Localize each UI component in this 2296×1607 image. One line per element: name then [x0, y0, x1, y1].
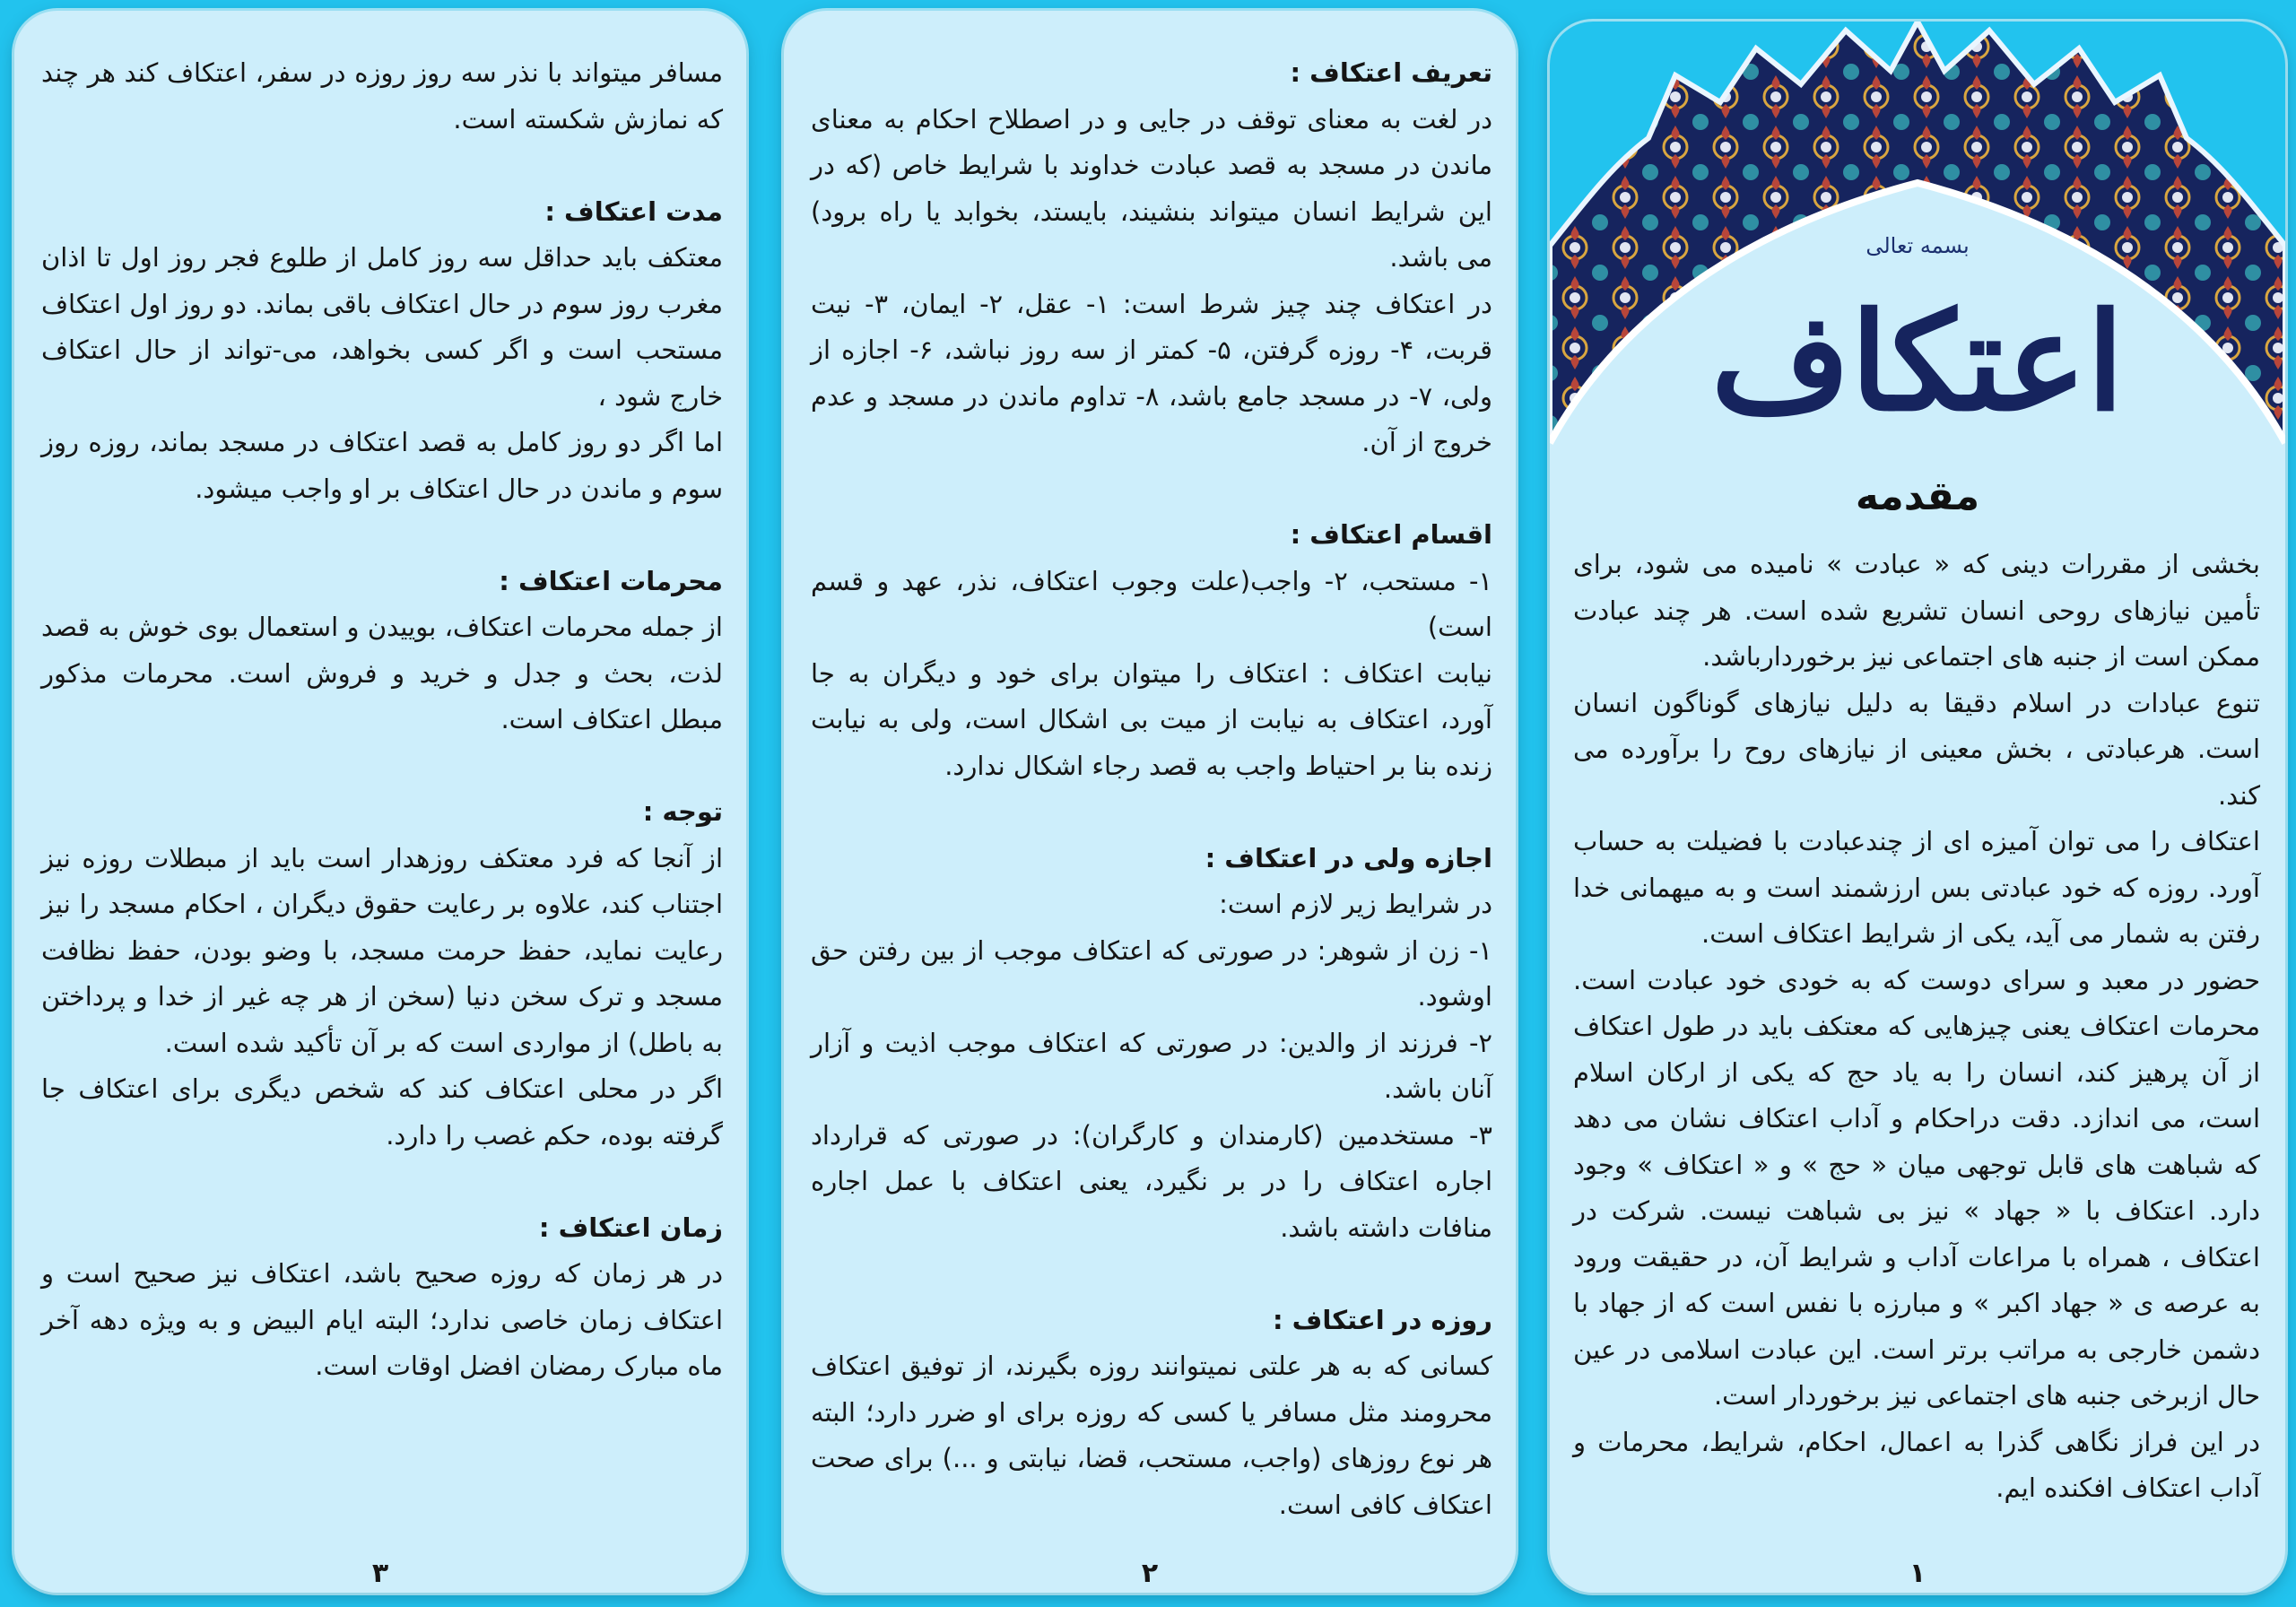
cover-title: اعتکاف [1710, 283, 2125, 441]
duration-heading: مدت اعتکاف : [544, 195, 723, 227]
prohibitions-heading: محرمات اعتکاف : [499, 565, 723, 596]
definition-paragraph-2: در اعتکاف چند چیز شرط است: ١- عقل، ٢- ایمان، ٣- نیت قربت، ۴- روزه گرفتن، ۵- کمتر از سه روز نباشد، ۶- اجازه از ولی، ٧- در مسجد جامع باشد، ٨- تداوم ماندن در مسجد و عدم خروج از آن. [811, 288, 1493, 457]
fasting-paragraph: کسانی که به هر علتی نمیتوانند روزه بگیرند، از توفیق اعتکاف محرومند مثل مسافر یا کسی که روزه برای او ضرر دارد؛ البته هر نوع روزهای (واجب، مستحب، قضا، نیابتی و ...) برای صحت اعتکاف کافی است. [811, 1351, 1492, 1520]
fasting-heading: روزه در اعتکاف : [1272, 1304, 1492, 1335]
cover-body [1550, 22, 2285, 1593]
intro-paragraph: مسافر میتواند با نذر سه روز روزه در سفر، اعتکاف کند هر چند که نمازش شکسته است. [41, 57, 723, 135]
intro-paragraph-1: بخشی از مقررات دینی که « عبادت » نامیده می شود، برای تأمین نیازهای روحی انسان تشریع شده است. هر چند عبادت ممکن است از جنبه های اجتماعی نیز برخوردارباشد. [1573, 549, 2260, 672]
page-number: ٢ [1141, 1558, 1159, 1589]
permission-paragraph-2: ٢- فرزند از والدین: در صورتی که اعتکاف موجب اذیت و آزار آنان باشد. [811, 1027, 1492, 1104]
panel-page-2 [784, 11, 1516, 1593]
intro-paragraph-5: در این فراز نگاهی گذرا به اعمال، احکام، شرایط، محرمات و آداب اعتکاف افکنده ایم. [1573, 1426, 2260, 1503]
note-paragraph-1: از آنجا که فرد معتکف روزهدار است باید از مبطلات روزه نیز اجتناب کند، علاوه بر رعایت حقوق دیگران ، احکام مسجد را نیز رعایت نماید، حفظ حرمت مسجد، با وضو بودن، حفظ نظافت مسجد و ترک سخن دنیا (سخن از هر چه غیر از خدا و پرداختن به باطل) از مواردی است که بر آن تأکید شده است. [41, 842, 723, 1058]
note-heading: توجه : [642, 796, 723, 827]
intro-paragraph-3: اعتکاف را می توان آمیزه ای از چندعبادت با فضیلت به حساب آورد. روزه که خود عبادتی بس ارزشمند است و به میهمانی خدا رفتن به شمار می آید، یکی از شرایط اعتکاف است. [1573, 826, 2260, 949]
panel-page-1 [1550, 22, 2285, 1593]
time-paragraph: در هر زمان که روزه صحیح باشد، اعتکاف نیز صحیح است و اعتکاف زمان خاصی ندارد؛ البته ایام البیض و به ویژه دهه آخر ماه مبارک رمضان افضل اوقات است. [41, 1258, 723, 1381]
basmala-text: بسمه تعالی [1866, 233, 1970, 258]
page-number: ٣ [371, 1558, 389, 1589]
intro-paragraph-4: حضور در معبد و سرای دوست که به خودی خود عبادت است. محرمات اعتکاف یعنی چیزهایی که معتکف باید در طول اعتکاف از آن پرهیز کند، انسان را به یاد حج که یکی از ارکان اسلام است، می اندازد. دقت دراحکام و آداب اعتکاف نشان می دهد که شباهت های قابل توجهی میان « حج » و « اعتکاف » وجود دارد. اعتکاف با « جهاد » نیز بی شباهت نیست. شرکت در اعتکاف ، همراه با مراعات آداب و شرایط آن، در حقیقت ورود به عرصه ی « جهاد اکبر » و مبارزه با نفس است که از جهاد با دشمن خارجی به مراتب برتر است. این عبادت اسلامی در عین حال ازبرخی جنبه های اجتماعی نیز برخوردار است. [1573, 964, 2260, 1411]
types-heading: اقسام اعتکاف : [1290, 519, 1492, 550]
definition-heading: تعریف اعتکاف : [1290, 57, 1492, 88]
definition-paragraph-1: در لغت به معنای توقف در جایی و در اصطلاح احکام به معنای ماندن در مسجد به قصد عبادت خداوند با شرایط خاص (که در این شرایط انسان میتواند بنشیند، بایستد، بخوابد یا راه برود) می باشد. [811, 103, 1492, 273]
permission-paragraph-3: ٣- مستخدمین (کارمندان و کارگران): در صورتی که قرارداد اجاره اعتکاف را در بر نگیرد، یعنی اعتکاف با عمل اجاره منافات داشته باشد. [811, 1119, 1492, 1243]
types-paragraph-1: ١- مستحب، ٢- واجب(علت وجوب اعتکاف، نذر، عهد و قسم است) [811, 565, 1492, 642]
cover-subtitle: مقدمه [1855, 473, 1980, 519]
page-number: ١ [1909, 1558, 1926, 1589]
types-paragraph-2: نیابت اعتکاف : اعتکاف را میتوان برای خود و دیگران به جا آورد، اعتکاف به نیابت از میت بی اشکال است، ولی به نیابت زنده بنا بر احتیاط واجب به قصد رجاء اشکال ندارد. [811, 657, 1492, 781]
duration-paragraph-1: معتکف باید حداقل سه روز کامل از طلوع فجر روز اول تا اذان مغرب روز سوم در حال اعتکاف باقی بماند. دو روز اول اعتکاف مستحب است و اگر کسی بخواهد، می-تواند از حال اعتکاف خارج شود ، [41, 242, 723, 412]
prohibitions-paragraph: از جمله محرمات اعتکاف، بوییدن و استعمال بوی خوش به قصد لذت، بحث و جدل و خرید و فروش است. محرمات مذکور مبطل اعتکاف است. [41, 612, 723, 734]
time-heading: زمان اعتکاف : [538, 1212, 723, 1243]
permission-paragraph-1: ١- زن از شوهر: در صورتی که اعتکاف موجب از بین رفتن حق اوشود. [811, 934, 1492, 1012]
duration-paragraph-2: اما اگر دو روز کامل به قصد اعتکاف در مسجد بماند، روزه روز سوم و ماندن در حال اعتکاف بر او واجب میشود. [41, 427, 723, 504]
permission-heading: اجازه ولی در اعتکاف : [1205, 842, 1492, 873]
panel-page-3 [14, 11, 746, 1593]
note-paragraph-2: اگر در محلی اعتکاف کند که شخص دیگری برای اعتکاف جا گرفته بوده، حکم غصب را دارد. [41, 1073, 723, 1151]
intro-paragraph-2: تنوع عبادات در اسلام دقیقا به دلیل نیازهای گوناگون انسان است. هرعبادتی ، بخش معینی از نیازهای روح را برآورده می کند. [1573, 687, 2260, 811]
permission-intro: در شرایط زیر لازم است: [1219, 889, 1492, 919]
